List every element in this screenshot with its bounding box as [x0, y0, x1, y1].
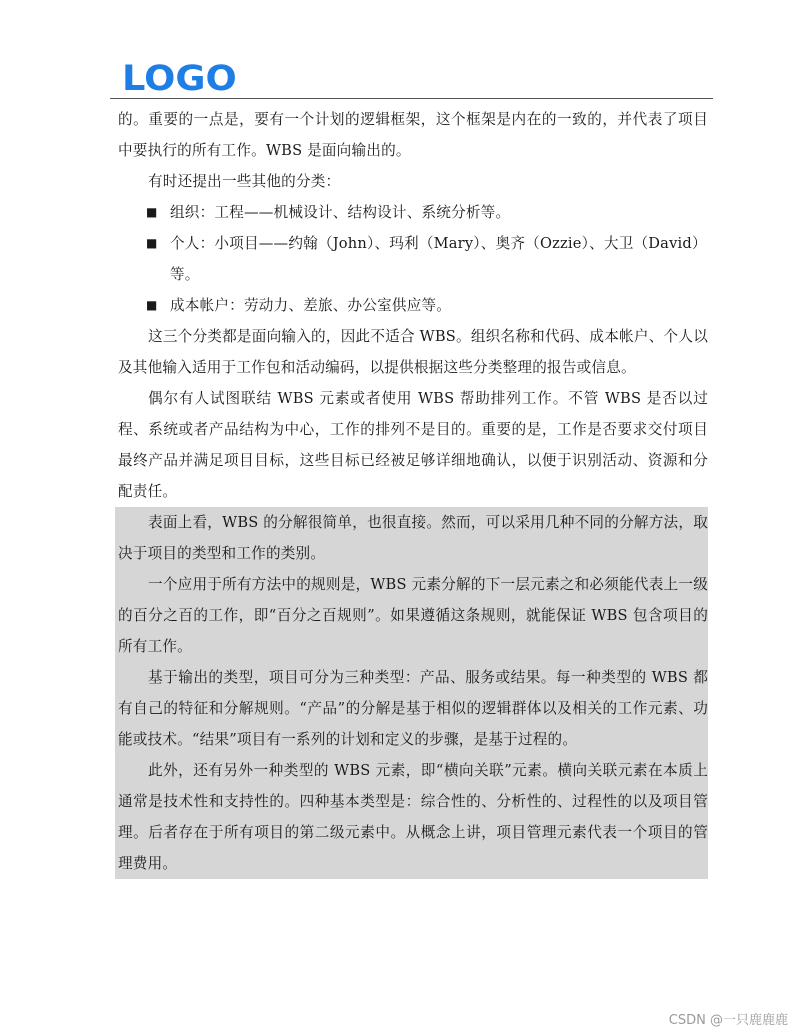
paragraph: 一个应用于所有方法中的规则是，WBS 元素分解的下一层元素之和必须能代表上一级的百分之百的工作，即“百分之百规则”。如果遵循这条规则，就能保证 WBS 包含项目的所有工作。	[118, 576, 708, 655]
document-body	[118, 104, 708, 879]
list-item-text: 个人：小项目——约翰（John）、玛利（Mary）、奥齐（Ozzie）、大卫（David）等。	[170, 235, 707, 283]
watermark: CSDN @一只鹿鹿鹿	[668, 1013, 788, 1028]
list-item	[118, 290, 708, 321]
highlighted-section	[115, 507, 708, 879]
bullet-square-icon: ■	[146, 298, 158, 312]
logo: LOGO	[122, 59, 237, 99]
list-item-text: 组织：工程——机械设计、结构设计、系统分析等。	[170, 204, 511, 221]
paragraph: 基于输出的类型，项目可分为三种类型：产品、服务或结果。每一种类型的 WBS 都有自己的特征和分解规则。“产品”的分解是基于相似的逻辑群体以及相关的工作元素、功能或技术。“结果”项目有一系列的计划和定义的步骤，是基于过程的。	[118, 669, 708, 748]
list-item	[118, 197, 708, 228]
header-rule	[110, 98, 713, 99]
list-item	[118, 228, 708, 290]
paragraph: 偶尔有人试图联结 WBS 元素或者使用 WBS 帮助排列工作。不管 WBS 是否以过程、系统或者产品结构为中心，工作的排列不是目的。重要的是，工作是否要求交付项目最终产品并满足项目目标，这些目标已经被足够详细地确认，以便于识别活动、资源和分配责任。	[118, 390, 708, 500]
list-item-text: 成本帐户：劳动力、差旅、办公室供应等。	[170, 297, 452, 314]
bullet-square-icon: ■	[146, 205, 158, 219]
paragraph: 的。重要的一点是，要有一个计划的逻辑框架，这个框架是内在的一致的，并代表了项目中要执行的所有工作。WBS 是面向输出的。	[118, 111, 708, 159]
bullet-square-icon: ■	[146, 236, 158, 250]
paragraph: 表面上看，WBS 的分解很简单，也很直接。然而，可以采用几种不同的分解方法，取决于项目的类型和工作的类别。	[118, 514, 708, 562]
paragraph: 此外，还有另外一种类型的 WBS 元素，即“横向关联”元素。横向关联元素在本质上通常是技术性和支持性的。四种基本类型是：综合性的、分析性的、过程性的以及项目管理。后者存在于所有项目的第二级元素中。从概念上讲，项目管理元素代表一个项目的管理费用。	[118, 762, 708, 872]
paragraph: 这三个分类都是面向输入的，因此不适合 WBS。组织名称和代码、成本帐户、个人以及其他输入适用于工作包和活动编码，以提供根据这些分类整理的报告或信息。	[118, 328, 708, 376]
paragraph: 有时还提出一些其他的分类：	[148, 173, 341, 190]
